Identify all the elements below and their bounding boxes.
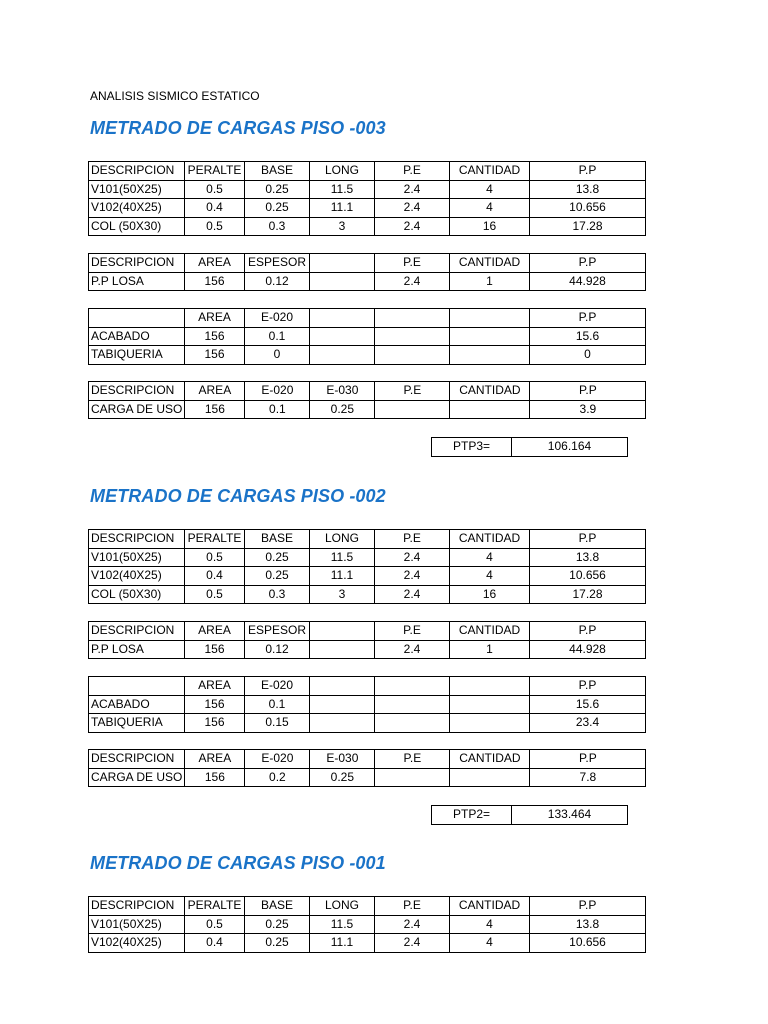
table-cell: 156 (185, 768, 245, 787)
table-cell: AREA (185, 382, 245, 401)
table-cell: CANTIDAD (450, 622, 530, 641)
table-cell: AREA (185, 677, 245, 696)
table-cell: DESCRIPCION (89, 750, 185, 769)
table-cell (375, 677, 450, 696)
table-cell (310, 677, 375, 696)
table-cell: DESCRIPCION (89, 382, 185, 401)
table-cell: CANTIDAD (450, 254, 530, 273)
table-cell: 4 (450, 199, 530, 218)
table-row (89, 934, 646, 953)
table-cell: 2.4 (375, 199, 450, 218)
table-cell: COL (50X30) (89, 585, 185, 604)
total-table (431, 805, 628, 825)
table-cell: 0.3 (245, 585, 310, 604)
table-cell: 2.4 (375, 640, 450, 659)
table-cell: 3 (310, 585, 375, 604)
table-cell (375, 309, 450, 328)
table-cell: P.P LOSA (89, 640, 185, 659)
table-header-row (89, 254, 646, 273)
table-cell: 0.3 (245, 217, 310, 236)
table-cell: PERALTE (185, 530, 245, 549)
table-cell (375, 327, 450, 346)
table-cell: 4 (450, 548, 530, 567)
table-row (89, 548, 646, 567)
table-header-row (89, 677, 646, 696)
table-cell: 0.5 (185, 548, 245, 567)
live-table (88, 749, 646, 787)
table-cell: P.P (530, 309, 646, 328)
table-cell (375, 714, 450, 733)
table-cell: CARGA DE USO (89, 768, 185, 787)
table-row (89, 400, 646, 419)
table-cell (310, 254, 375, 273)
document-title: ANALISIS SISMICO ESTATICO (90, 89, 260, 103)
table-cell: 0.5 (185, 585, 245, 604)
table-cell: PERALTE (185, 162, 245, 181)
table-cell: 156 (185, 346, 245, 365)
table-cell: DESCRIPCION (89, 530, 185, 549)
table-cell: 3.9 (530, 400, 646, 419)
table-cell (450, 695, 530, 714)
table-cell: ACABADO (89, 695, 185, 714)
table-cell: 0.4 (185, 199, 245, 218)
table-header-row (89, 622, 646, 641)
table-cell: V102(40X25) (89, 199, 185, 218)
table-cell: 44.928 (530, 640, 646, 659)
total-value: 133.464 (512, 806, 628, 825)
table-cell (375, 346, 450, 365)
table-cell (375, 400, 450, 419)
table-cell: CANTIDAD (450, 530, 530, 549)
table-cell: V102(40X25) (89, 567, 185, 586)
table-header-row (89, 897, 646, 916)
table-cell: 0.25 (245, 567, 310, 586)
table-cell: 0.25 (245, 915, 310, 934)
table-cell (310, 309, 375, 328)
table-cell: 0.12 (245, 640, 310, 659)
table-cell: 2.4 (375, 272, 450, 291)
table-cell (310, 695, 375, 714)
table-cell: 2.4 (375, 934, 450, 953)
table-row (89, 640, 646, 659)
table-cell: E-030 (310, 750, 375, 769)
table-header-row (89, 382, 646, 401)
table-cell: 10.656 (530, 934, 646, 953)
table-cell: 0.4 (185, 934, 245, 953)
table-cell: 0.5 (185, 217, 245, 236)
finish-table (88, 676, 646, 733)
table-cell (310, 640, 375, 659)
table-cell: 0.15 (245, 714, 310, 733)
slab-table (88, 253, 646, 291)
table-cell: V101(50X25) (89, 915, 185, 934)
total-row (432, 806, 628, 825)
table-row (89, 180, 646, 199)
table-cell: LONG (310, 162, 375, 181)
table-row (89, 768, 646, 787)
table-cell: 0.25 (310, 768, 375, 787)
table-cell: 11.5 (310, 915, 375, 934)
table-header-row (89, 309, 646, 328)
table-cell: 4 (450, 915, 530, 934)
table-cell: E-020 (245, 750, 310, 769)
table-cell (310, 346, 375, 365)
table-cell: DESCRIPCION (89, 897, 185, 916)
table-cell: 0.5 (185, 180, 245, 199)
table-cell: 4 (450, 567, 530, 586)
table-cell: 0.1 (245, 400, 310, 419)
table-cell: 0.25 (245, 934, 310, 953)
finish-table (88, 308, 646, 365)
table-row (89, 915, 646, 934)
table-cell: AREA (185, 254, 245, 273)
table-cell: CANTIDAD (450, 162, 530, 181)
table-cell: 156 (185, 695, 245, 714)
table-cell: 0.1 (245, 695, 310, 714)
table-cell (450, 327, 530, 346)
table-cell: AREA (185, 622, 245, 641)
table-cell: P.E (375, 162, 450, 181)
table-cell: V101(50X25) (89, 548, 185, 567)
table-cell: CANTIDAD (450, 897, 530, 916)
table-cell: 1 (450, 272, 530, 291)
total-value: 106.164 (512, 438, 628, 457)
table-row (89, 714, 646, 733)
table-cell: P.E (375, 254, 450, 273)
table-cell: 15.6 (530, 327, 646, 346)
table-cell (450, 400, 530, 419)
table-cell (450, 768, 530, 787)
table-cell: P.E (375, 382, 450, 401)
table-row (89, 199, 646, 218)
table-cell: 0.12 (245, 272, 310, 291)
table-cell: COL (50X30) (89, 217, 185, 236)
table-cell: 13.8 (530, 180, 646, 199)
beams-table (88, 529, 646, 604)
total-label: PTP2= (432, 806, 512, 825)
table-cell (450, 677, 530, 696)
table-cell: ACABADO (89, 327, 185, 346)
table-header-row (89, 162, 646, 181)
table-cell: 0.5 (185, 915, 245, 934)
table-cell: 156 (185, 327, 245, 346)
table-cell: BASE (245, 530, 310, 549)
table-cell: 11.5 (310, 180, 375, 199)
table-cell: 11.5 (310, 548, 375, 567)
table-cell: P.E (375, 622, 450, 641)
table-cell: 11.1 (310, 567, 375, 586)
table-cell: P.P (530, 382, 646, 401)
table-cell: 44.928 (530, 272, 646, 291)
table-cell: 3 (310, 217, 375, 236)
table-cell: P.P (530, 254, 646, 273)
table-cell: P.P (530, 162, 646, 181)
table-row (89, 346, 646, 365)
table-cell: P.P LOSA (89, 272, 185, 291)
table-cell: AREA (185, 750, 245, 769)
table-cell: 2.4 (375, 180, 450, 199)
table-cell: V101(50X25) (89, 180, 185, 199)
table-cell: CARGA DE USO (89, 400, 185, 419)
table-cell: 2.4 (375, 548, 450, 567)
section-title: METRADO DE CARGAS PISO -001 (90, 853, 386, 873)
table-cell: V102(40X25) (89, 934, 185, 953)
table-cell: ESPESOR (245, 254, 310, 273)
table-cell: 15.6 (530, 695, 646, 714)
table-row (89, 327, 646, 346)
table-cell: 2.4 (375, 567, 450, 586)
table-cell: 2.4 (375, 585, 450, 604)
table-cell: P.E (375, 897, 450, 916)
table-cell: 10.656 (530, 567, 646, 586)
table-cell (89, 309, 185, 328)
table-cell: P.E (375, 750, 450, 769)
slab-table (88, 621, 646, 659)
table-cell: ESPESOR (245, 622, 310, 641)
table-cell: 2.4 (375, 217, 450, 236)
beams-table (88, 896, 646, 953)
table-cell (450, 309, 530, 328)
table-cell: 0.25 (245, 548, 310, 567)
table-cell: 0.25 (245, 180, 310, 199)
table-cell: 16 (450, 217, 530, 236)
table-cell: DESCRIPCION (89, 622, 185, 641)
live-table (88, 381, 646, 419)
table-cell (89, 677, 185, 696)
table-cell (450, 346, 530, 365)
table-cell: 0.25 (245, 199, 310, 218)
table-cell: P.P (530, 530, 646, 549)
table-cell (310, 272, 375, 291)
table-cell: TABIQUERIA (89, 346, 185, 365)
table-cell: E-020 (245, 382, 310, 401)
table-cell (450, 714, 530, 733)
table-cell: 16 (450, 585, 530, 604)
table-cell: 1 (450, 640, 530, 659)
table-cell: E-020 (245, 309, 310, 328)
table-cell (310, 714, 375, 733)
table-cell: 0.25 (310, 400, 375, 419)
table-cell: 23.4 (530, 714, 646, 733)
table-cell: 13.8 (530, 915, 646, 934)
total-row (432, 438, 628, 457)
total-table (431, 437, 628, 457)
table-cell: 156 (185, 272, 245, 291)
table-cell (310, 622, 375, 641)
table-cell: CANTIDAD (450, 750, 530, 769)
table-cell: P.P (530, 677, 646, 696)
beams-table (88, 161, 646, 236)
table-cell: 0.4 (185, 567, 245, 586)
table-cell: 0 (245, 346, 310, 365)
table-cell: TABIQUERIA (89, 714, 185, 733)
table-cell: AREA (185, 309, 245, 328)
table-cell: E-030 (310, 382, 375, 401)
table-cell: 0 (530, 346, 646, 365)
total-label: PTP3= (432, 438, 512, 457)
table-cell (375, 768, 450, 787)
table-cell: 156 (185, 640, 245, 659)
section-title: METRADO DE CARGAS PISO -003 (90, 118, 386, 138)
table-cell: 0.1 (245, 327, 310, 346)
table-cell: PERALTE (185, 897, 245, 916)
table-row (89, 695, 646, 714)
table-cell: 0.2 (245, 768, 310, 787)
table-cell: BASE (245, 897, 310, 916)
table-cell: 4 (450, 934, 530, 953)
table-cell: 13.8 (530, 548, 646, 567)
table-cell (375, 695, 450, 714)
table-row (89, 217, 646, 236)
table-cell: P.P (530, 897, 646, 916)
table-row (89, 585, 646, 604)
table-row (89, 272, 646, 291)
table-cell: E-020 (245, 677, 310, 696)
table-header-row (89, 750, 646, 769)
table-cell: DESCRIPCION (89, 254, 185, 273)
table-cell: DESCRIPCION (89, 162, 185, 181)
table-cell: 7.8 (530, 768, 646, 787)
table-cell: 10.656 (530, 199, 646, 218)
table-cell: 17.28 (530, 217, 646, 236)
table-cell: CANTIDAD (450, 382, 530, 401)
table-cell: P.P (530, 750, 646, 769)
table-header-row (89, 530, 646, 549)
table-cell: 11.1 (310, 934, 375, 953)
table-cell: 17.28 (530, 585, 646, 604)
table-cell: 4 (450, 180, 530, 199)
table-cell: BASE (245, 162, 310, 181)
table-row (89, 567, 646, 586)
table-cell: 156 (185, 400, 245, 419)
section-title: METRADO DE CARGAS PISO -002 (90, 486, 386, 506)
table-cell: P.P (530, 622, 646, 641)
table-cell: 2.4 (375, 915, 450, 934)
table-cell: 156 (185, 714, 245, 733)
table-cell: LONG (310, 530, 375, 549)
table-cell: P.E (375, 530, 450, 549)
table-cell: LONG (310, 897, 375, 916)
table-cell (310, 327, 375, 346)
table-cell: 11.1 (310, 199, 375, 218)
